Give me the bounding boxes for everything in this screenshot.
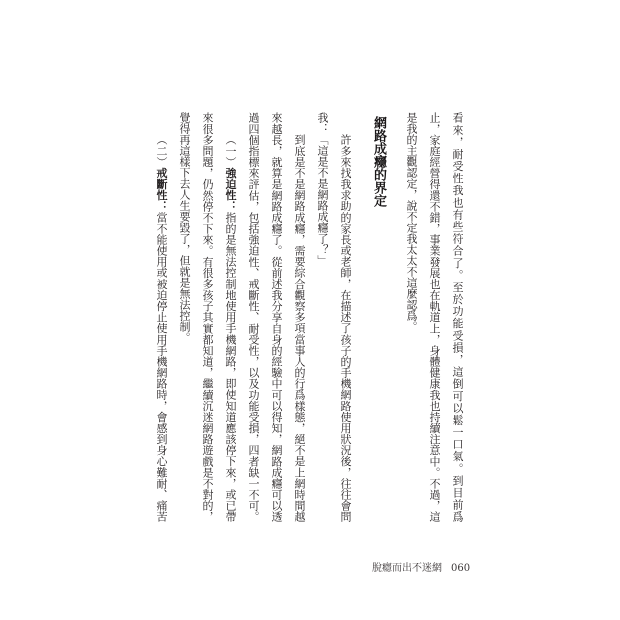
criterion-withdrawal-line bbox=[150, 112, 173, 522]
body-text-line: 是我的主觀認定，說不定我太太不這麼認爲。 bbox=[405, 112, 418, 332]
body-text-line: 過四個指標來評估，包括強迫性、戒斷性、耐受性，以及功能受損，四者缺一不可。 bbox=[247, 112, 260, 522]
body-text-line: 我：「這是不是網路成癮了？」 bbox=[316, 112, 329, 266]
body-text-line: 來很多問題，仍然停不下來。有很多孩子其實都知道，繼續沉迷網路遊戲是不對的， bbox=[201, 112, 214, 522]
criterion-compulsion-line bbox=[219, 112, 242, 522]
criterion-text: 當不能使用或被迫停止使用手機網路時，會感到身心難耐、痛苦 bbox=[155, 211, 168, 523]
body-text-line: 止，家庭經營得還不錯，事業發展也在軌道上，身體健康我也持續注意中。不過，這 bbox=[428, 112, 441, 522]
criterion-term: 強迫性： bbox=[224, 167, 237, 212]
body-text-line: 許多來找我求助的家長或老師，在描述了孩子的手機網路使用狀況後，往往會問 bbox=[339, 134, 352, 522]
body-text-line: 來越長，就算是網路成癮了。從前述我分享自身的經驗中可以得知，網路成癮可以透 bbox=[270, 112, 283, 522]
criterion-marker: （一） bbox=[224, 134, 237, 168]
running-footer-book-title: 脫癮而出不迷網 bbox=[372, 563, 442, 574]
section-heading: 網路成癮的界定 bbox=[371, 116, 386, 207]
body-text-line: 覺得再這樣下去人生要毀了，但就是無法控制。 bbox=[178, 112, 191, 343]
page-number: 060 bbox=[451, 563, 471, 574]
body-text-line: 看來，耐受性我也有些符合了。至於功能受損，這倒可以鬆一口氣。到目前爲 bbox=[451, 112, 464, 522]
body-text-line: 到底是不是網路成癮，需要綜合觀察多項當事人的行爲樣態，絕不是上網時間越 bbox=[293, 134, 306, 522]
criterion-text: 指的是無法控制地使用手機網路，即使知道應該停下來，或已帶 bbox=[224, 211, 237, 523]
criterion-term: 戒斷性： bbox=[155, 167, 168, 212]
criterion-marker: （二） bbox=[155, 134, 168, 168]
